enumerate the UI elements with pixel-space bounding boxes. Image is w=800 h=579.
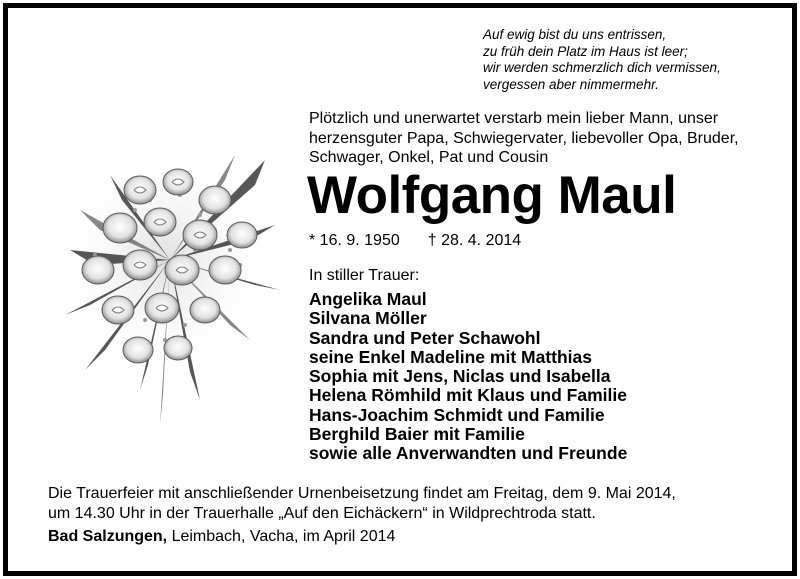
- deceased-name: Wolfgang Maul: [307, 166, 677, 225]
- poem: [483, 27, 783, 93]
- mourner-line: Sandra und Peter Schawohl: [309, 327, 541, 348]
- funeral-line: Die Trauerfeier mit anschließender Urnenbeisetzung findet am Freitag, dem 9. Mai 2014,: [48, 485, 676, 502]
- mourners-list: [309, 290, 627, 464]
- mourner-line: Silvana Möller: [309, 308, 427, 329]
- intro-line: herzensguter Papa, Schwiegervater, liebevoller Opa, Bruder,: [309, 129, 739, 147]
- place-date-line: [48, 527, 395, 547]
- mourner-line: Berghild Baier mit Familie: [309, 424, 525, 445]
- flower-bouquet-icon: [50, 140, 290, 430]
- intro-line: Schwager, Onkel, Pat und Cousin: [309, 149, 549, 166]
- life-dates: [309, 231, 521, 251]
- poem-line: wir werden schmerzlich dich vermissen,: [483, 60, 721, 75]
- mourner-line: Helena Römhild mit Klaus und Familie: [309, 385, 627, 406]
- poem-line: Auf ewig bist du uns entrissen,: [483, 27, 667, 42]
- birth-date: * 16. 9. 1950: [309, 232, 400, 249]
- mourner-line: Angelika Maul: [309, 289, 427, 309]
- mourner-line: sowie alle Anverwandten und Freunde: [309, 443, 628, 464]
- place-rest: Leimbach, Vacha, im April 2014: [167, 528, 396, 545]
- intro-line: Plötzlich und unerwartet verstarb mein lieber Mann, unser: [309, 110, 719, 127]
- funeral-info: [48, 484, 676, 523]
- place-bold: Bad Salzungen,: [48, 528, 168, 545]
- mourning-label: In stiller Trauer:: [309, 267, 420, 284]
- death-date: † 28. 4. 2014: [427, 232, 522, 249]
- mourner-line: Hans-Joachim Schmidt und Familie: [309, 404, 605, 425]
- mourner-line: seine Enkel Madeline mit Matthias: [309, 346, 592, 367]
- funeral-line: um 14.30 Uhr in der Trauerhalle „Auf den Eichäckern“ in Wildprechtroda statt.: [48, 504, 596, 522]
- poem-line: zu früh dein Platz im Haus ist leer;: [483, 43, 688, 59]
- mourner-line: Sophia mit Jens, Niclas und Isabella: [309, 366, 611, 387]
- intro-text: [309, 109, 789, 168]
- poem-line: vergessen aber nimmermehr.: [483, 76, 659, 92]
